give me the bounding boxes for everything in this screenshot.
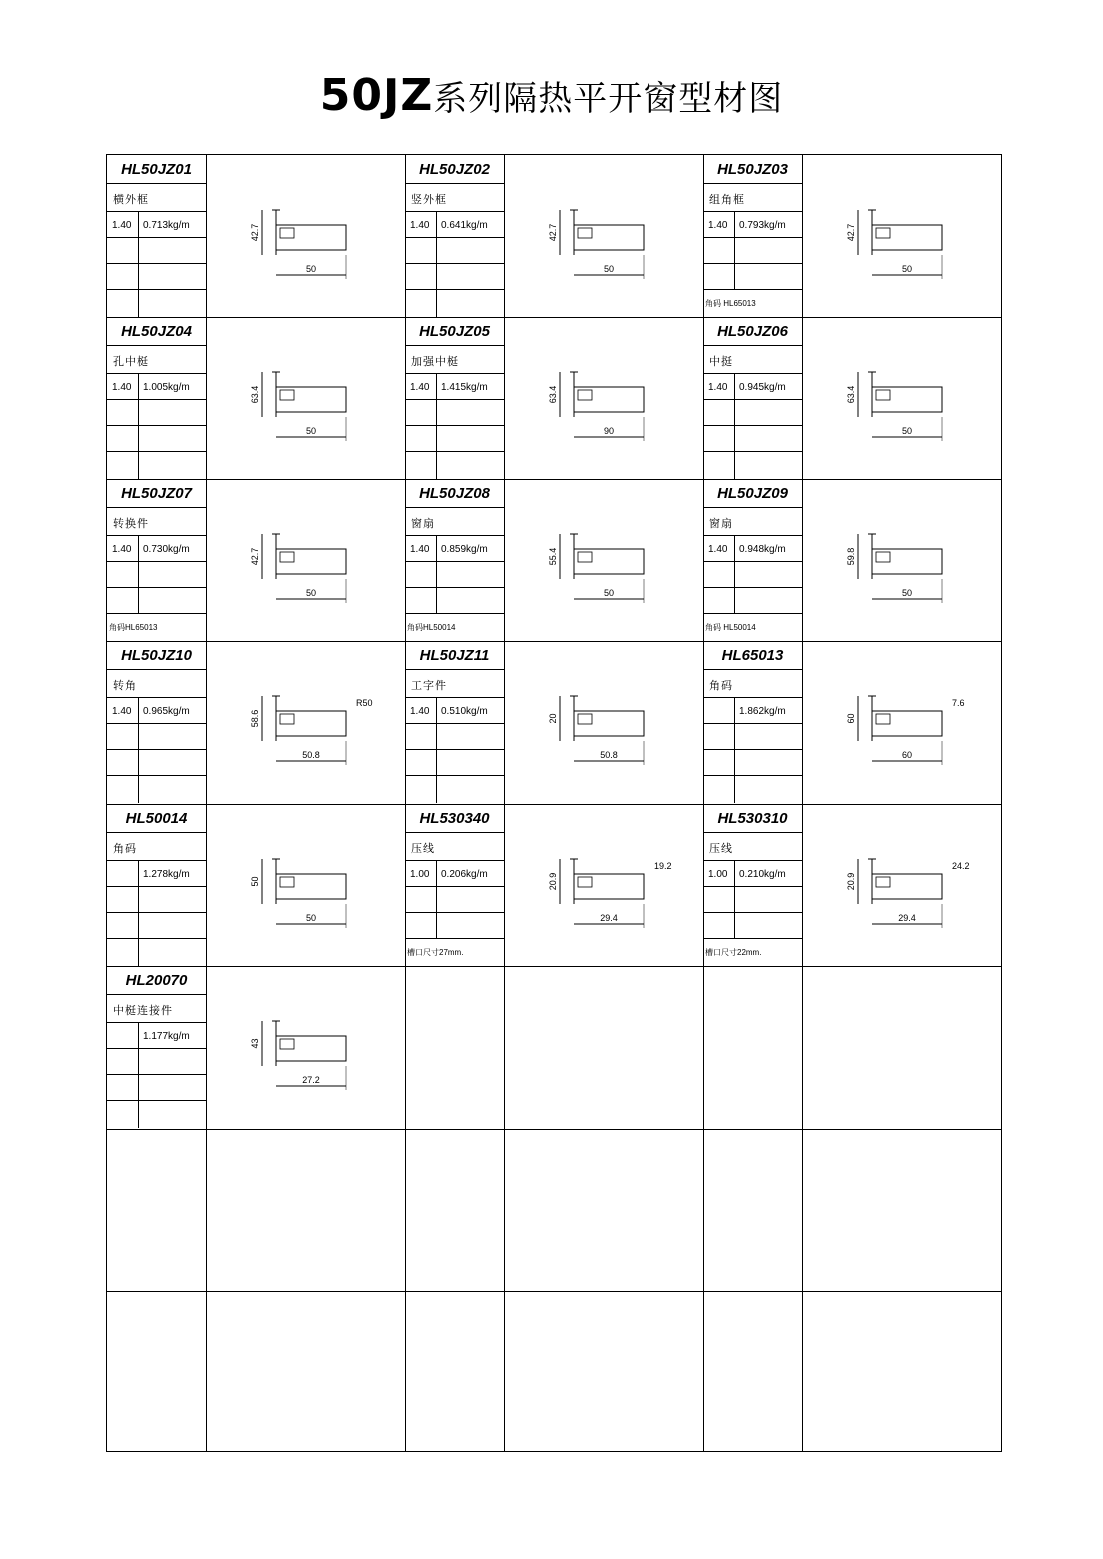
profile-weight: 1.005kg/m	[143, 382, 190, 393]
title-series: 50JZ	[319, 70, 434, 121]
row-divider	[405, 345, 504, 346]
row-divider	[107, 832, 206, 833]
profile-name: 转换件	[113, 517, 149, 530]
profile-name: 加强中梃	[411, 355, 459, 368]
profile-name: 角码	[709, 679, 733, 692]
profile-thickness: 1.40	[708, 544, 728, 555]
row-divider	[703, 697, 802, 698]
row-divider	[107, 723, 206, 724]
row-divider	[703, 211, 802, 212]
column-divider	[734, 211, 735, 289]
column-divider	[138, 860, 139, 966]
row-divider	[703, 723, 802, 724]
profile-info-cell	[703, 479, 802, 641]
row-divider	[107, 1074, 206, 1075]
column-divider	[734, 373, 735, 479]
column-divider	[138, 211, 139, 317]
row-divider	[703, 860, 802, 861]
row-divider	[703, 289, 802, 290]
profile-note: 槽口尺寸27mm.	[407, 948, 464, 957]
profile-thickness: 1.00	[708, 869, 728, 880]
row-divider	[405, 775, 504, 776]
row-divider	[107, 886, 206, 887]
profile-name: 压线	[709, 842, 733, 855]
row-divider	[107, 1100, 206, 1101]
profile-info-cell	[703, 804, 802, 966]
dimension-width: 50	[305, 588, 317, 598]
profile-name: 竖外框	[411, 193, 447, 206]
row-divider	[405, 183, 504, 184]
row-divider	[107, 237, 206, 238]
profile-drawing	[206, 317, 405, 479]
dimension-width: 50	[901, 264, 913, 274]
row-divider	[107, 535, 206, 536]
row-divider	[405, 211, 504, 212]
profile-code: HL50JZ09	[717, 485, 788, 502]
profile-code: HL50JZ04	[121, 323, 192, 340]
dimension-width: 50	[603, 264, 615, 274]
column-divider	[138, 697, 139, 803]
profile-name: 窗扇	[709, 517, 733, 530]
row-divider	[107, 749, 206, 750]
dimension-width: 50.8	[600, 750, 618, 760]
profile-drawing	[504, 479, 703, 641]
dimension-height: 20.9	[548, 872, 558, 891]
profile-info-cell	[107, 155, 206, 317]
profile-info-cell	[107, 966, 206, 1128]
profile-info-cell	[405, 804, 504, 966]
profile-drawing	[802, 804, 1001, 966]
profile-drawing	[504, 804, 703, 966]
profile-info-cell	[703, 641, 802, 803]
profile-weight: 1.177kg/m	[143, 1031, 190, 1042]
row-divider	[405, 425, 504, 426]
row-divider	[405, 912, 504, 913]
profile-drawing	[504, 317, 703, 479]
dimension-height: 43	[250, 1038, 260, 1049]
row-divider	[703, 938, 802, 939]
row-divider	[107, 399, 206, 400]
row-divider	[107, 211, 206, 212]
row-divider	[107, 263, 206, 264]
dimension-width: 50	[901, 588, 913, 598]
profile-code: HL50JZ05	[419, 323, 490, 340]
column-divider	[436, 860, 437, 938]
profile-thickness: 1.40	[112, 544, 132, 555]
dimension-height: 63.4	[548, 385, 558, 404]
row-divider	[703, 237, 802, 238]
dimension-width: 50.8	[302, 750, 320, 760]
profile-name: 角码	[113, 842, 137, 855]
profile-weight: 0.730kg/m	[143, 544, 190, 555]
profile-code: HL50JZ07	[121, 485, 192, 502]
column-divider	[734, 535, 735, 613]
row-divider	[703, 587, 802, 588]
row-divider	[703, 886, 802, 887]
profile-name: 组角框	[709, 193, 745, 206]
profile-weight: 1.278kg/m	[143, 869, 190, 880]
profile-weight: 0.859kg/m	[441, 544, 488, 555]
profile-code: HL20070	[125, 972, 188, 989]
profile-thickness: 1.40	[112, 706, 132, 717]
dimension-height: 20	[548, 713, 558, 724]
row-divider	[107, 587, 206, 588]
profile-weight: 1.415kg/m	[441, 382, 488, 393]
column-divider	[138, 373, 139, 479]
profile-drawing	[802, 479, 1001, 641]
dimension-width: 29.4	[600, 913, 618, 923]
profile-thickness: 1.40	[410, 706, 430, 717]
profile-weight: 0.945kg/m	[739, 382, 786, 393]
dimension-height: 63.4	[846, 385, 856, 404]
profile-weight: 1.862kg/m	[739, 706, 786, 717]
profile-code: HL50JZ06	[717, 323, 788, 340]
profile-code: HL50JZ08	[419, 485, 490, 502]
dimension-height: 58.6	[250, 709, 260, 728]
dimension-height: 55.4	[548, 547, 558, 566]
profile-drawing	[206, 479, 405, 641]
row-divider	[107, 1022, 206, 1023]
row-divider	[107, 451, 206, 452]
row-divider	[405, 860, 504, 861]
profile-thickness: 1.40	[410, 544, 430, 555]
profile-weight: 0.206kg/m	[441, 869, 488, 880]
dimension-extra: 19.2	[654, 861, 672, 871]
profile-drawing	[206, 966, 405, 1128]
profile-note: 角码HL50014	[407, 623, 456, 632]
profile-info-cell	[405, 479, 504, 641]
dimension-height: 59.8	[846, 547, 856, 566]
row-divider	[405, 535, 504, 536]
row-divider	[703, 832, 802, 833]
row-divider	[703, 535, 802, 536]
profile-weight: 0.793kg/m	[739, 220, 786, 231]
row-divider	[405, 669, 504, 670]
dimension-extra: 7.6	[952, 698, 965, 708]
profile-drawing	[206, 155, 405, 317]
row-divider	[703, 749, 802, 750]
row-divider	[405, 237, 504, 238]
dimension-width: 90	[603, 426, 615, 436]
profile-drawing	[504, 155, 703, 317]
row-divider	[405, 507, 504, 508]
profile-name: 孔中梃	[113, 355, 149, 368]
row-divider	[107, 345, 206, 346]
profile-code: HL65013	[721, 647, 784, 664]
dimension-width: 60	[901, 750, 913, 760]
dimension-extra: 24.2	[952, 861, 970, 871]
row-divider	[405, 289, 504, 290]
dimension-height: 50	[250, 876, 260, 887]
row-divider	[405, 373, 504, 374]
title-rest: 系列隔热平开窗型材图	[433, 79, 784, 119]
dimension-height: 63.4	[250, 385, 260, 404]
row-divider	[107, 669, 206, 670]
dimension-height: 42.7	[250, 223, 260, 242]
profile-drawing	[802, 155, 1001, 317]
profile-name: 压线	[411, 842, 435, 855]
row-divider	[107, 561, 206, 562]
profile-code: HL50014	[125, 810, 188, 827]
profile-thickness: 1.40	[410, 382, 430, 393]
row-divider	[107, 860, 206, 861]
profile-name: 中挺	[709, 355, 733, 368]
profile-drawing	[206, 641, 405, 803]
profile-info-cell	[107, 479, 206, 641]
row-divider	[703, 775, 802, 776]
row-divider	[405, 697, 504, 698]
row-divider	[405, 561, 504, 562]
dimension-width: 50	[305, 264, 317, 274]
row-divider	[703, 561, 802, 562]
profile-code: HL50JZ10	[121, 647, 192, 664]
profile-info-cell	[107, 804, 206, 966]
row-divider	[703, 263, 802, 264]
row-divider	[703, 613, 802, 614]
profile-table	[106, 154, 1002, 1452]
profile-info-cell	[405, 155, 504, 317]
dimension-width: 27.2	[302, 1075, 320, 1085]
profile-note: 槽口尺寸22mm.	[705, 948, 762, 957]
row-divider	[703, 399, 802, 400]
profile-info-cell	[107, 317, 206, 479]
profile-note: 角码HL65013	[109, 623, 158, 632]
row-divider	[107, 938, 206, 939]
profile-code: HL530340	[419, 810, 490, 827]
row-divider	[703, 425, 802, 426]
profile-code: HL530310	[717, 810, 788, 827]
dimension-width: 50	[603, 588, 615, 598]
row-divider	[107, 425, 206, 426]
row-divider	[107, 1291, 1001, 1292]
row-divider	[703, 451, 802, 452]
row-divider	[405, 749, 504, 750]
profile-drawing	[802, 317, 1001, 479]
dimension-height: 42.7	[846, 223, 856, 242]
row-divider	[107, 912, 206, 913]
row-divider	[703, 345, 802, 346]
row-divider	[405, 832, 504, 833]
dimension-height: 42.7	[548, 223, 558, 242]
row-divider	[107, 775, 206, 776]
profile-weight: 0.210kg/m	[739, 869, 786, 880]
profile-name: 中梃连接件	[113, 1004, 173, 1017]
profile-thickness: 1.40	[708, 220, 728, 231]
row-divider	[107, 289, 206, 290]
row-divider	[703, 912, 802, 913]
column-divider	[138, 1022, 139, 1128]
profile-info-cell	[405, 317, 504, 479]
profile-weight: 0.948kg/m	[739, 544, 786, 555]
dimension-width: 50	[901, 426, 913, 436]
profile-info-cell	[405, 641, 504, 803]
row-divider	[107, 183, 206, 184]
row-divider	[703, 373, 802, 374]
row-divider	[405, 723, 504, 724]
profile-weight: 0.641kg/m	[441, 220, 488, 231]
row-divider	[107, 1048, 206, 1049]
profile-note: 角码 HL50014	[705, 623, 756, 632]
profile-thickness: 1.40	[410, 220, 430, 231]
dimension-height: 42.7	[250, 547, 260, 566]
profile-code: HL50JZ02	[419, 161, 490, 178]
profile-drawing	[206, 804, 405, 966]
column-divider	[436, 697, 437, 803]
profile-weight: 0.713kg/m	[143, 220, 190, 231]
profile-name: 转角	[113, 679, 137, 692]
row-divider	[703, 669, 802, 670]
row-divider	[405, 399, 504, 400]
row-divider	[107, 994, 206, 995]
profile-name: 横外框	[113, 193, 149, 206]
dimension-height: 20.9	[846, 872, 856, 891]
row-divider	[405, 886, 504, 887]
row-divider	[405, 938, 504, 939]
profile-thickness: 1.40	[112, 220, 132, 231]
row-divider	[405, 613, 504, 614]
row-divider	[703, 507, 802, 508]
column-divider	[734, 860, 735, 938]
row-divider	[107, 613, 206, 614]
column-divider	[436, 211, 437, 317]
dimension-width: 50	[305, 913, 317, 923]
profile-info-cell	[703, 317, 802, 479]
profile-code: HL50JZ01	[121, 161, 192, 178]
row-divider	[107, 1129, 1001, 1130]
row-divider	[405, 451, 504, 452]
profile-code: HL50JZ11	[419, 647, 490, 664]
dimension-width: 29.4	[898, 913, 916, 923]
profile-drawing	[802, 641, 1001, 803]
profile-thickness: 1.00	[410, 869, 430, 880]
column-divider	[436, 535, 437, 613]
profile-thickness: 1.40	[112, 382, 132, 393]
profile-weight: 0.510kg/m	[441, 706, 488, 717]
column-divider	[734, 697, 735, 803]
row-divider	[405, 263, 504, 264]
row-divider	[107, 373, 206, 374]
row-divider	[703, 183, 802, 184]
profile-drawing	[504, 641, 703, 803]
profile-name: 窗扇	[411, 517, 435, 530]
profile-thickness: 1.40	[708, 382, 728, 393]
profile-weight: 0.965kg/m	[143, 706, 190, 717]
row-divider	[405, 587, 504, 588]
column-divider	[436, 373, 437, 479]
profile-code: HL50JZ03	[717, 161, 788, 178]
column-divider	[138, 535, 139, 613]
dimension-height: 60	[846, 713, 856, 724]
profile-info-cell	[703, 155, 802, 317]
row-divider	[107, 697, 206, 698]
profile-note: 角码 HL65013	[705, 299, 756, 308]
dimension-extra: R50	[356, 698, 373, 708]
profile-info-cell	[107, 641, 206, 803]
dimension-width: 50	[305, 426, 317, 436]
row-divider	[107, 507, 206, 508]
page-title	[0, 70, 1103, 121]
profile-name: 工字件	[411, 679, 447, 692]
